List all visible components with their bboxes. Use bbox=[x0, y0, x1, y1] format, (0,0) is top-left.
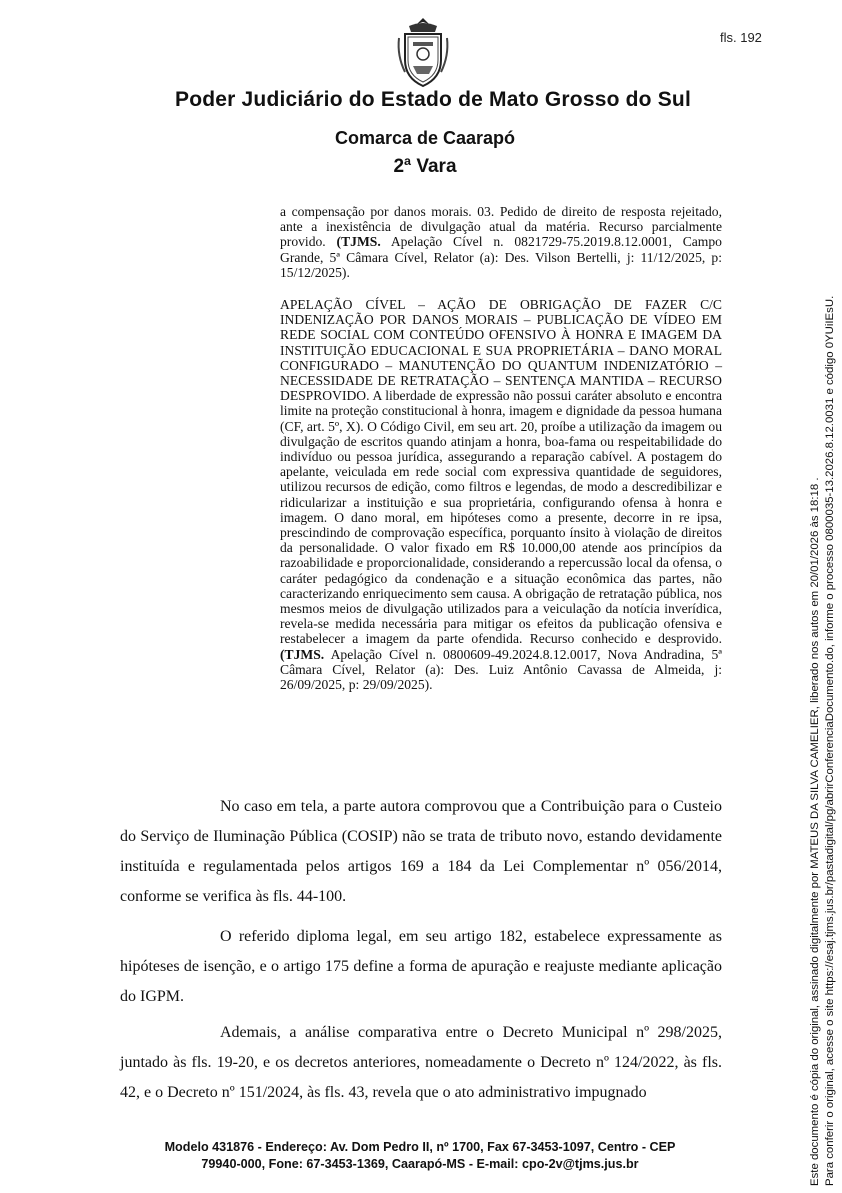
paragraph-text: O referido diploma legal, em seu artigo 182, estabelece expressamente as hipóteses de isenção, e o artigo 175 define a forma de apuração e reajuste mediante aplicação do IGPM. bbox=[120, 928, 722, 1005]
page-number: fls. 192 bbox=[720, 30, 762, 45]
quote-citation: Apelação Cível n. 0821729-75.2019.8.12.0001, Campo Grande, 5ª Câmara Cível, Relator (a): Des. Vilson Bertelli, j: 11/12/2025, p: 15/12/2025). bbox=[280, 234, 722, 280]
footer-line-1: Modelo 431876 - Endereço: Av. Dom Pedro II, nº 1700, Fax 67-3453-1097, Centro - CEP bbox=[164, 1140, 676, 1154]
quote-text: a compensação por danos morais. 03. Pedido de direito de resposta rejeitado, ante a inexistência de divulgação atual da matéria. Recurso parcialmente provido. bbox=[280, 204, 722, 250]
jurisprudence-quote-2 bbox=[280, 297, 722, 692]
body-paragraph-3 bbox=[120, 1018, 722, 1108]
coat-of-arms-icon bbox=[395, 16, 451, 90]
comarca-name: Comarca de Caarapó bbox=[334, 128, 516, 148]
quote-citation-bold: (TJMS. bbox=[280, 646, 325, 662]
footer-line-2: 79940-000, Fone: 67-3453-1369, Caarapó-MS - E-mail: cpo-2v@tjms.jus.br bbox=[201, 1157, 639, 1171]
footer bbox=[100, 1139, 740, 1173]
quote-citation-bold: (TJMS. bbox=[336, 234, 381, 250]
signature-note-line-1: Este documento é cópia do original, assinado digitalmente por MATEUS DA SILVA CAMELIER, liberado nos autos em 20/01/2026 às 18:18 . bbox=[809, 477, 821, 1186]
paragraph-text: Ademais, a análise comparativa entre o Decreto Municipal nº 298/2025, juntado às fls. 19-20, e os decretos anteriores, nomeadamente o Decreto nº 124/2022, às fls. 42, e o Decreto nº 151/2024, às fls. 43, revela que o ato administrativo impugnado bbox=[120, 1024, 722, 1101]
paragraph-text: No caso em tela, a parte autora comprovou que a Contribuição para o Custeio do Serviço de Iluminação Pública (COSIP) não se trata de tributo novo, estando devidamente instituída e regulamentada pelos artigos 169 a 184 da Lei Complementar nº 056/2014, conforme se verifica às fls. 44-100. bbox=[120, 798, 722, 905]
vara-name: 2ª Vara bbox=[393, 156, 457, 177]
body-paragraph-1 bbox=[120, 792, 722, 912]
court-name: Poder Judiciário do Estado de Mato Grosso do Sul bbox=[175, 88, 691, 111]
quote-text: APELAÇÃO CÍVEL – AÇÃO DE OBRIGAÇÃO DE FAZER C/C INDENIZAÇÃO POR DANOS MORAIS – PUBLICAÇÃO DE VÍDEO EM REDE SOCIAL COM CONTEÚDO OFENSIVO À HONRA E IMAGEM DA INSTITUIÇÃO EDUCACIONAL E SUA PROPRIETÁRIA – DANO MORAL CONFIGURADO – MANUTENÇÃO DO QUANTUM INDENIZATÓRIO – NECESSIDADE DE RETRATAÇÃO – SENTENÇA MANTIDA – RECURSO DESPROVIDO. A liberdade de expressão não possui caráter absoluto e encontra limite na proteção constitucional à honra, imagem e dignidade da pessoa humana (CF, art. 5º, X). O Código Civil, em seu art. 20, proíbe a utilização da imagem ou divulgação de escritos quando atinjam a honra, boa-fama ou respeitabilidade do indivíduo ou pessoa jurídica, assegurando a reparação cabível. A postagem do apelante, veiculada em rede social com expressiva quantidade de seguidores, utilizou recursos de edição, como filtros e legendas, de modo a descredibilizar e ridicularizar a instituição e sua proprietária, configurando ofensa à honra e imagem. O dano moral, em hipóteses como a presente, decorre in re ipsa, prescindindo de comprovação específica, porquanto ínsito à violação de direitos da personalidade. O valor fixado em R$ 10.000,00 atende aos princípios da razoabilidade e proporcionalidade, considerando a repercussão local da ofensa, o caráter pedagógico da condenação e a situação econômica das partes, não caracterizando enriquecimento sem causa. A obrigação de retratação pública, nos mesmos meios de divulgação utilizados para a veiculação da notícia inverídica, revela-se medida necessária para mitigar os efeitos da publicação ofensiva e restabelecer a imagem da parte ofendida. Recurso conhecido e desprovido. bbox=[280, 297, 722, 647]
jurisprudence-quote-1 bbox=[280, 204, 722, 280]
signature-note-line-2: Para conferir o original, acesse o site https://esaj.tjms.jus.br/pastadigital/pg/abrirConferenciaDocumento.do, informe o processo 0800035-13.2026.8.12.0031 e código 0YUiIEsU. bbox=[824, 295, 836, 1186]
quote-citation: Apelação Cível n. 0800609-49.2024.8.12.0017, Nova Andradina, 5ª Câmara Cível, Relator (a): Des. Luiz Antônio Cavassa de Almeida, j: 26/09/2025, p: 29/09/2025). bbox=[280, 646, 722, 693]
body-paragraph-2 bbox=[120, 922, 722, 1012]
